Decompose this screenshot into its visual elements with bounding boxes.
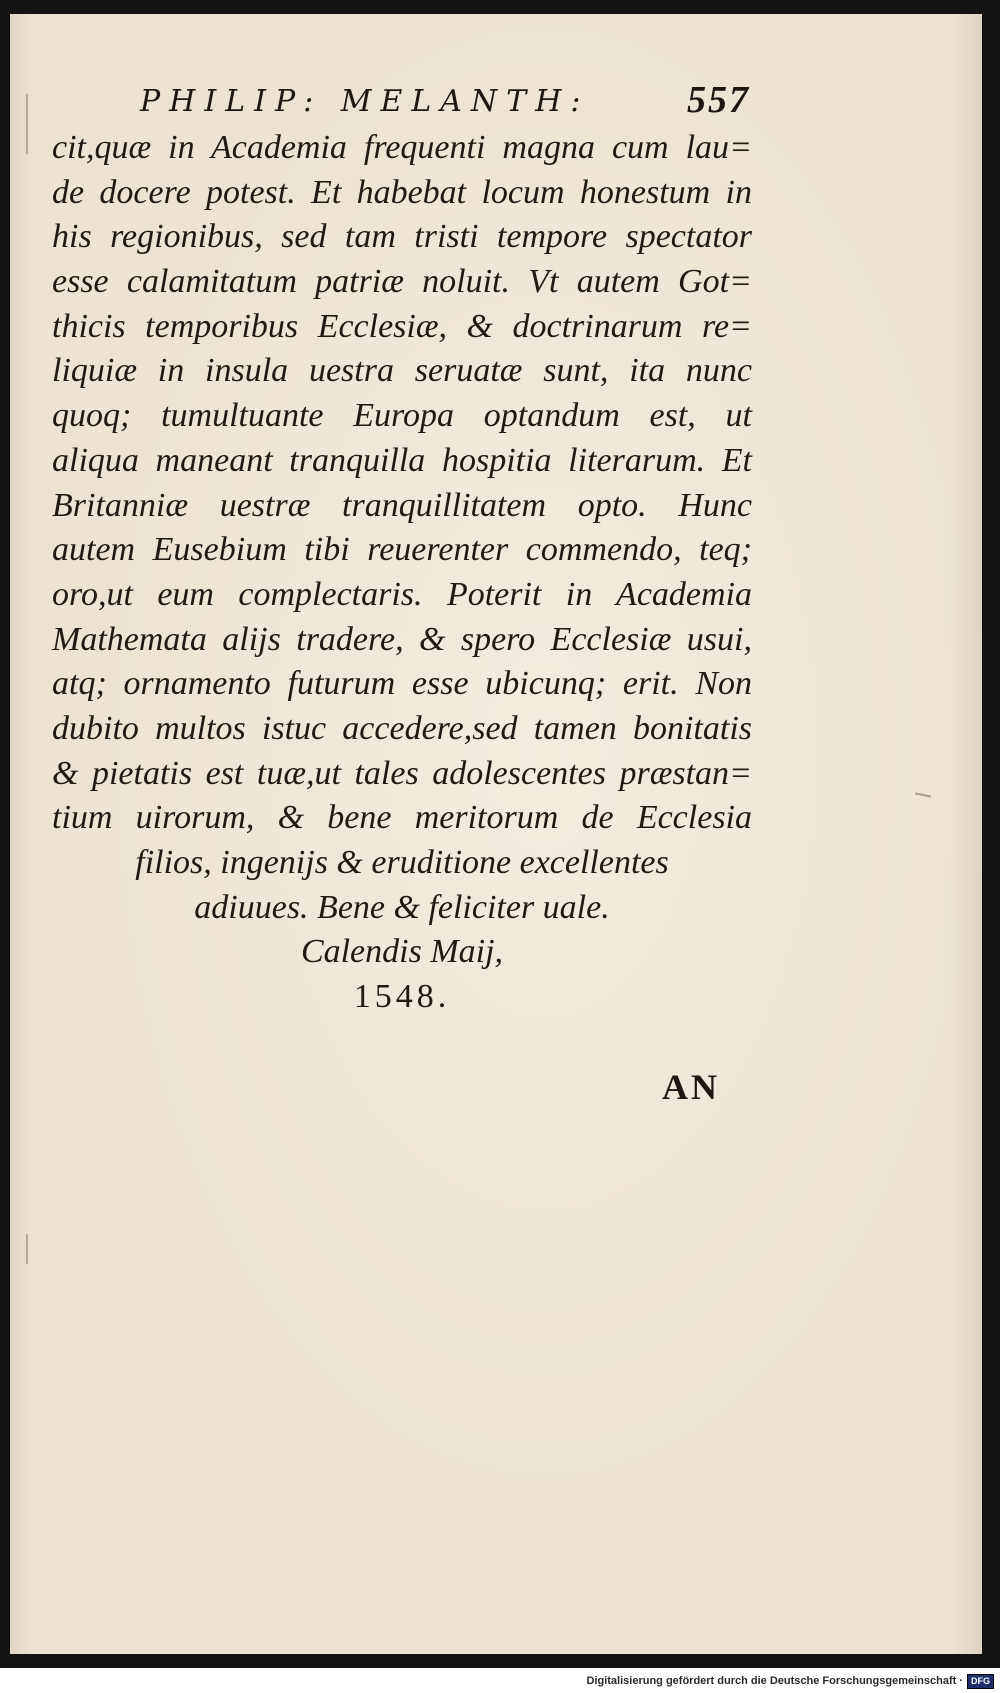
text-line: dubito multos istuc accedere,sed tamen bonitatis [52, 709, 752, 747]
text-line: his regionibus, sed tam tristi tempore spectator [52, 218, 752, 256]
letter-closing [52, 841, 752, 1020]
closing-line: adiuues. Bene & feliciter uale. [194, 888, 610, 926]
text-line: cit,quæ in Academia frequenti magna cum lau= [52, 129, 752, 166]
margin-mark [915, 792, 931, 797]
text-line: & pietatis est tuæ,ut tales adolescentes præstan= [52, 754, 752, 792]
text-line: tium uirorum, & bene meritorum de Ecclesia [52, 799, 752, 837]
book-page [10, 14, 982, 1654]
text-line: Mathemata alijs tradere, & spero Ecclesiæ usui, [52, 620, 752, 658]
text-line: autem Eusebium tibi reuerenter commendo, teq; [52, 531, 752, 569]
text-line: de docere potest. Et habebat locum honestum in [52, 173, 752, 211]
dfg-logo: DFG [967, 1674, 994, 1689]
text-line: thicis temporibus Ecclesiæ, & doctrinarum re= [52, 307, 752, 345]
year-line: 1548. [353, 978, 451, 1016]
page-number: 557 [687, 79, 750, 121]
catchword: AN [662, 1067, 720, 1107]
closing-line: filios, ingenijs & eruditione excellentes [135, 844, 669, 881]
credit-text: Digitalisierung gefördert durch die Deutsche Forschungsgemeinschaft · [586, 1675, 963, 1687]
text-line: liquiæ in insula uestra seruatæ sunt, ita nunc [52, 352, 752, 390]
text-line: oro,ut eum complectaris. Poterit in Academia [52, 575, 752, 613]
text-line: atq; ornamento futurum esse ubicunq; erit. Non [52, 665, 752, 703]
dateline: Calendis Maij, [300, 933, 504, 971]
gutter-mark [26, 1234, 28, 1264]
digitization-credit [586, 1672, 994, 1690]
text-line: quoq; tumultuante Europa optandum est, ut [52, 397, 752, 435]
gutter-mark [26, 94, 28, 154]
text-line: aliqua maneant tranquilla hospitia literarum. Et [52, 441, 752, 479]
text-line: esse calamitatum patriæ noluit. Vt autem Got= [52, 263, 752, 301]
text-line: Britanniæ uestræ tranquillitatem opto. Hunc [52, 486, 752, 524]
page-header [140, 74, 750, 130]
body-text [52, 126, 752, 841]
running-head: PHILIP: MELANTH: [140, 84, 590, 119]
